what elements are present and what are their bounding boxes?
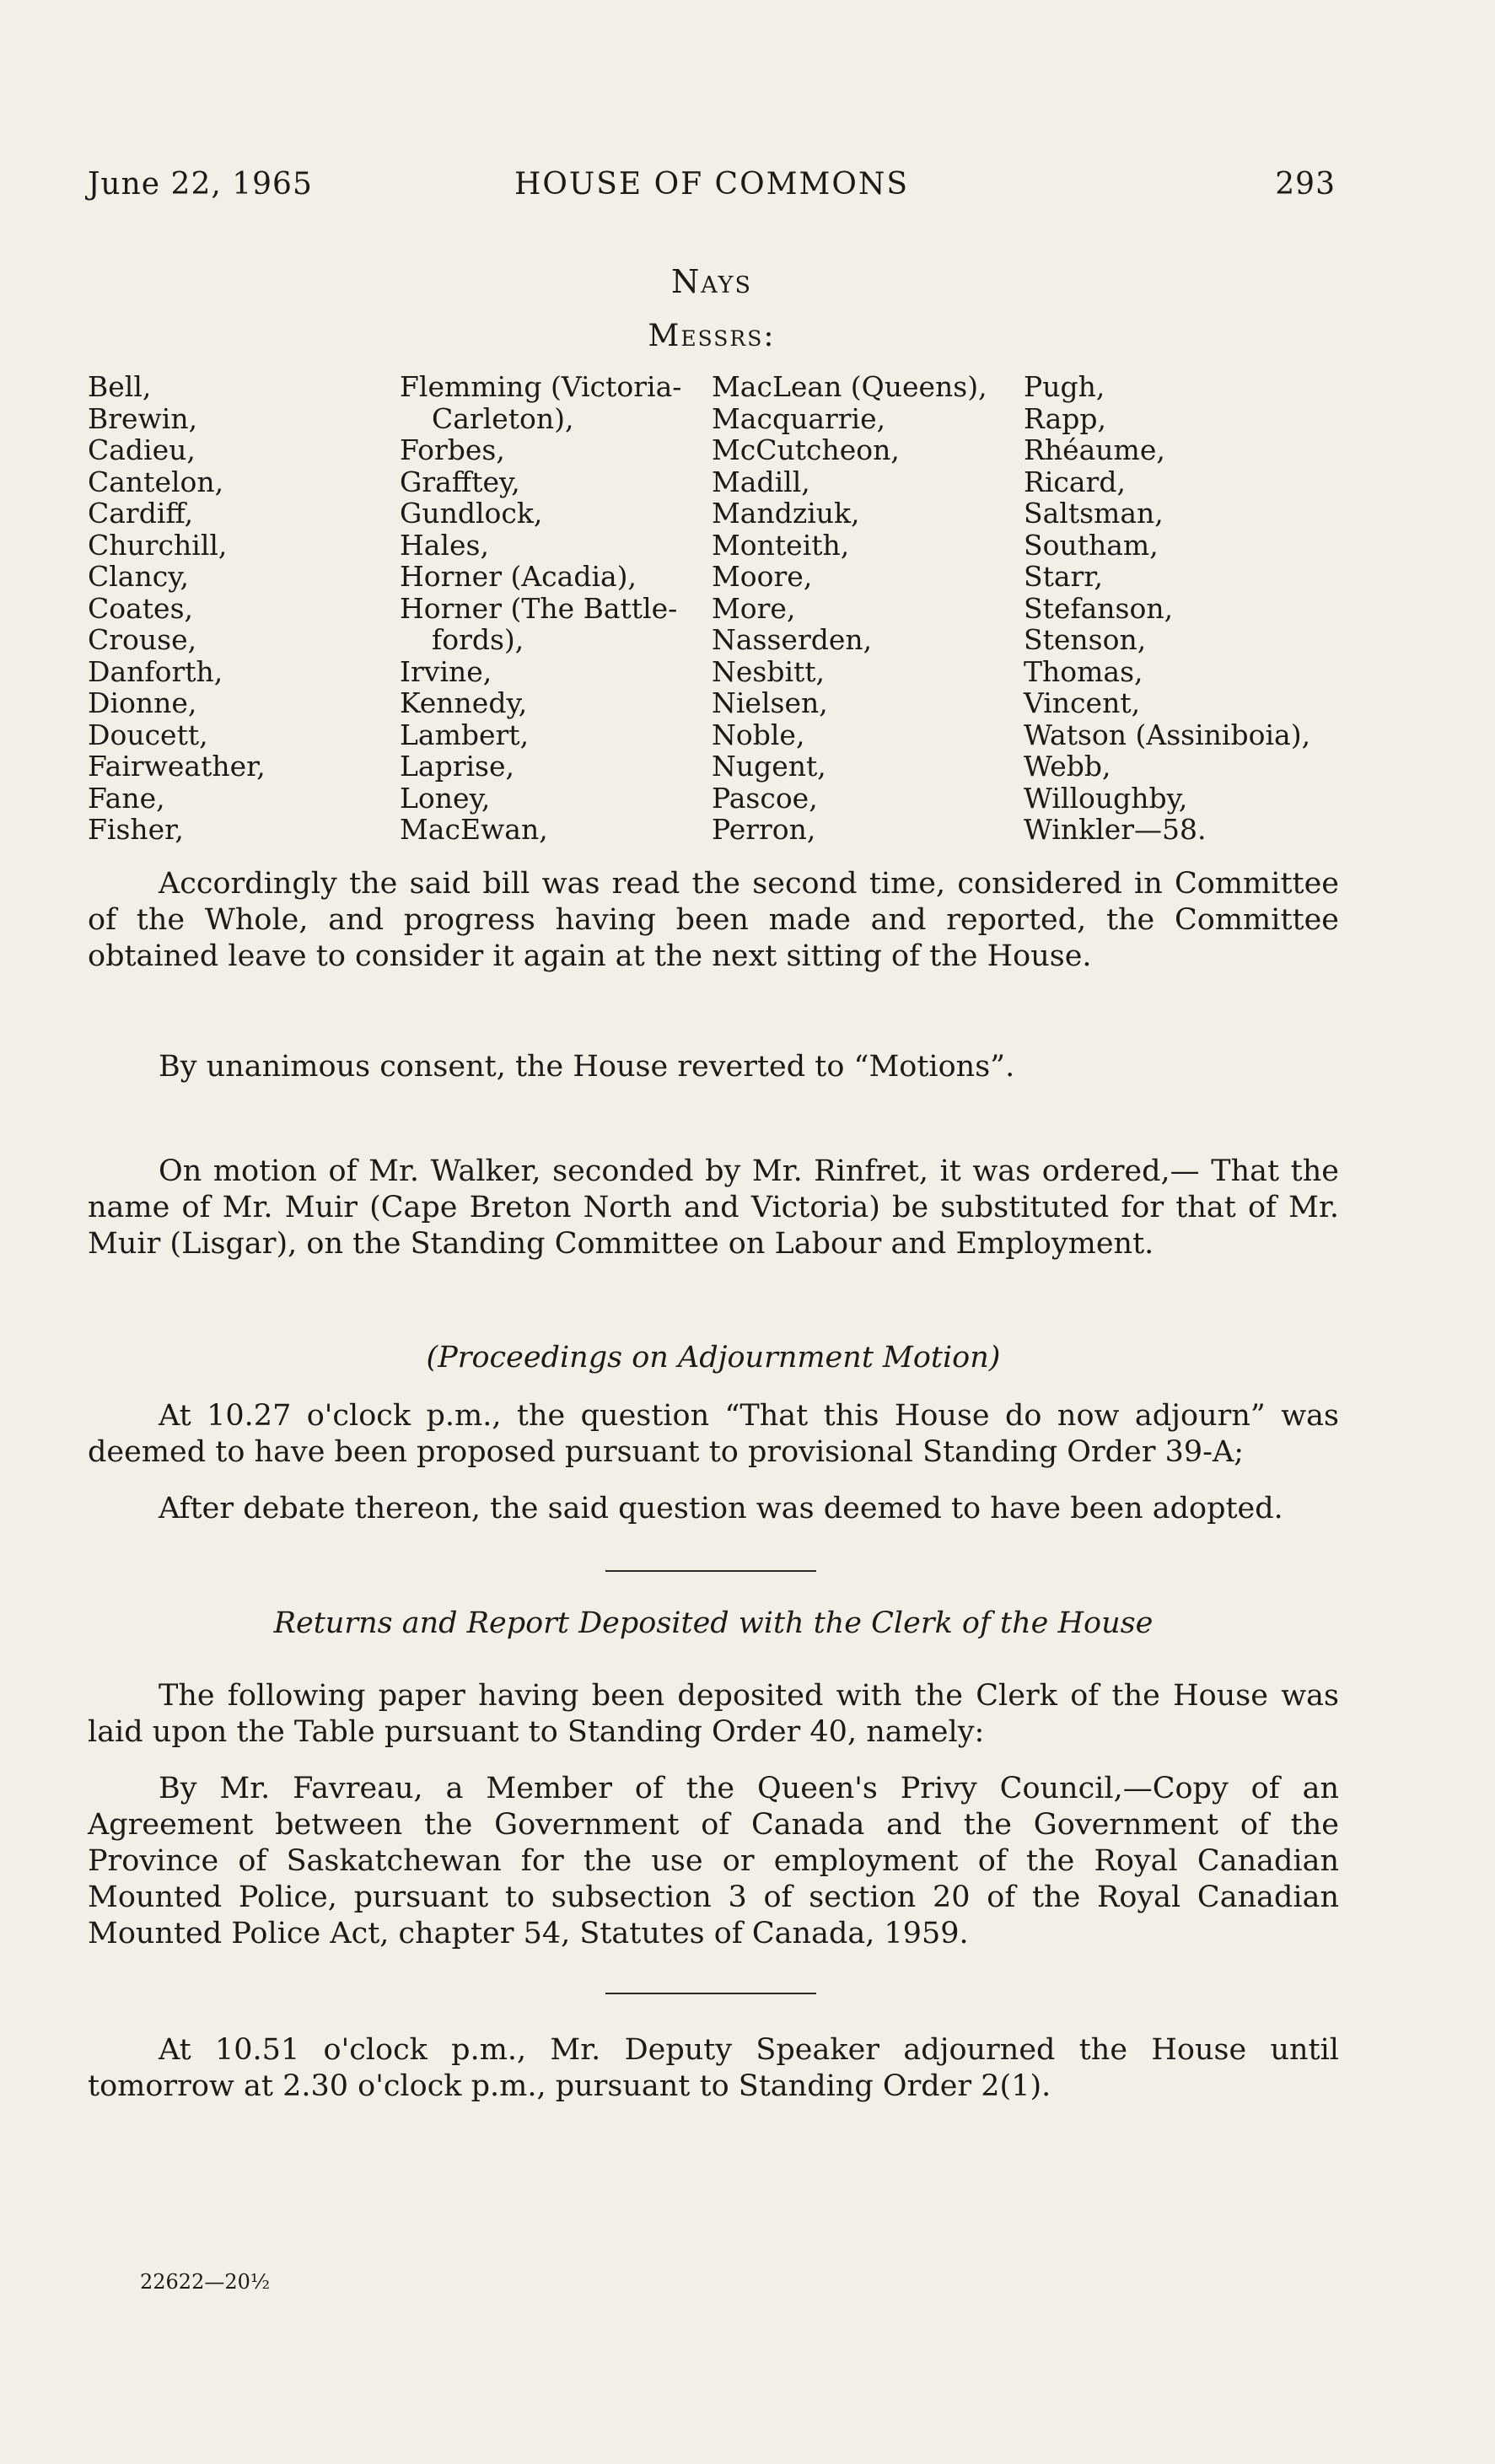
- header-title: HOUSE OF COMMONS: [514, 167, 910, 202]
- member-name: Danforth,: [88, 654, 223, 688]
- header-date: June 22, 1965: [88, 167, 313, 202]
- paragraph-text: At 10.51 o'clock p.m., Mr. Deputy Speaker adjourned the House until tomorrow at 2.30 o'clock p.m., pursuant to Standing Order 2(1).: [88, 2033, 1339, 2103]
- member-name: Stefanson,: [1024, 591, 1174, 625]
- page-number: 293: [1275, 167, 1336, 202]
- member-name: Fane,: [88, 781, 165, 815]
- section-divider: [605, 1570, 816, 1572]
- member-name: Fairweather,: [88, 750, 266, 783]
- member-name: Coates,: [88, 591, 194, 625]
- paragraph-adjournment-question: [88, 1398, 1339, 1471]
- member-name: Rhéaume,: [1024, 433, 1165, 466]
- paragraph-house-adjourned: [88, 2032, 1339, 2105]
- member-name: Cadieu,: [88, 433, 196, 466]
- member-name: Nasserden,: [712, 623, 873, 656]
- running-head: [88, 167, 1336, 209]
- member-name: Crouse,: [88, 623, 197, 656]
- returns-heading: Returns and Report Deposited with the Clerk of the House: [273, 1606, 1154, 1640]
- member-name: Laprise,: [400, 750, 514, 783]
- paragraph-unanimous-consent: [88, 1049, 1339, 1085]
- member-name: Cantelon,: [88, 465, 224, 498]
- paragraph-text: At 10.27 o'clock p.m., the question “That this House do now adjourn” was deemed to have been proposed pursuant to provisional Standing Order 39-A;: [88, 1399, 1339, 1469]
- member-name: Perron,: [712, 813, 816, 846]
- member-name: Winkler—58.: [1024, 813, 1207, 846]
- paragraph-text: On motion of Mr. Walker, seconded by Mr. Rinfret, it was ordered,— That the name of Mr. Muir (Cape Breton North and Victoria) be substituted for that of Mr. Muir (Lisgar), on the Standing Committee on Labour and Employment.: [88, 1154, 1339, 1261]
- member-name: Forbes,: [400, 433, 505, 466]
- member-name: Gundlock,: [400, 497, 543, 530]
- member-name: More,: [712, 591, 796, 625]
- names-column-3: [712, 371, 987, 846]
- member-name: Cardiff,: [88, 497, 194, 530]
- member-name: MacEwan,: [400, 813, 548, 846]
- paragraph-motion: [88, 1154, 1339, 1262]
- member-name: Kennedy,: [400, 686, 528, 719]
- member-name: Macquarrie,: [712, 401, 886, 435]
- member-name: Mandziuk,: [712, 497, 860, 530]
- member-name: Saltsman,: [1024, 497, 1164, 530]
- member-name: Clancy,: [88, 560, 189, 593]
- member-name: Hales,: [400, 528, 489, 562]
- member-name: Loney,: [400, 781, 491, 815]
- member-name: Fisher,: [88, 813, 184, 846]
- member-name: Pascoe,: [712, 781, 818, 815]
- member-name: Horner (The Battle-: [400, 591, 678, 625]
- nays-heading: Nays: [671, 263, 752, 300]
- paragraph-after-debate: [88, 1491, 1339, 1527]
- messrs-subheading: Messrs:: [648, 319, 776, 353]
- member-name: Churchill,: [88, 528, 228, 562]
- member-name: Southam,: [1024, 528, 1159, 562]
- member-name: Webb,: [1024, 750, 1111, 783]
- member-name: Vincent,: [1024, 686, 1141, 719]
- member-name: MacLean (Queens),: [712, 370, 987, 403]
- print-code: 22622—20½: [140, 2270, 271, 2294]
- member-name-continuation: fords),: [432, 623, 524, 656]
- paragraph-text: After debate thereon, the said question was deemed to have been adopted.: [159, 1492, 1283, 1525]
- paragraph-text: Accordingly the said bill was read the second time, considered in Committee of the Whole, and progress having been made and reported, the Committee obtained leave to consider it again at the next sitting of the House.: [88, 867, 1339, 973]
- member-name: Nielsen,: [712, 686, 828, 719]
- paragraph-favreau-agreement: [88, 1771, 1339, 1952]
- member-name: Watson (Assiniboia),: [1024, 718, 1311, 751]
- member-name: Lambert,: [400, 718, 530, 751]
- member-name: Bell,: [88, 370, 152, 403]
- member-name: Pugh,: [1024, 370, 1105, 403]
- names-column-4: [1024, 371, 1310, 846]
- member-name: Thomas,: [1024, 654, 1143, 688]
- names-column-1: [88, 371, 266, 846]
- member-name: Nesbitt,: [712, 654, 825, 688]
- paragraph-text: By Mr. Favreau, a Member of the Queen's Privy Council,—Copy of an Agreement between the Government of Canada and the Government of the Province of Saskatchewan for the use or employment of the Royal Canadian Mounted Police, pursuant to subsection 3 of section 20 of the Royal Canadian Mounted Police Act, chapter 54, Statutes of Canada, 1959.: [88, 1772, 1339, 1950]
- section-divider: [605, 1993, 816, 1994]
- member-name: Ricard,: [1024, 465, 1126, 498]
- member-name: Nugent,: [712, 750, 826, 783]
- paragraph-following-paper: [88, 1678, 1339, 1751]
- member-name: Rapp,: [1024, 401, 1107, 435]
- paragraph-accordingly: [88, 866, 1339, 975]
- member-name: Horner (Acadia),: [400, 560, 637, 593]
- member-name: McCutcheon,: [712, 433, 900, 466]
- paragraph-text: The following paper having been deposited with the Clerk of the House was laid upon the Table pursuant to Standing Order 40, namely:: [88, 1679, 1339, 1749]
- member-name: Moore,: [712, 560, 813, 593]
- member-name: Noble,: [712, 718, 805, 751]
- member-name: Dionne,: [88, 686, 197, 719]
- member-name-continuation: Carleton),: [432, 401, 574, 435]
- member-name: Stenson,: [1024, 623, 1147, 656]
- member-name: Madill,: [712, 465, 810, 498]
- member-name: Irvine,: [400, 654, 492, 688]
- member-name: Flemming (Victoria-: [400, 370, 682, 403]
- proceedings-heading: (Proceedings on Adjournment Motion): [426, 1341, 1001, 1375]
- member-name: Monteith,: [712, 528, 850, 562]
- member-name: Willoughby,: [1024, 781, 1188, 815]
- member-name: Grafftey,: [400, 465, 520, 498]
- names-column-2: [400, 371, 681, 846]
- member-name: Doucett,: [88, 718, 208, 751]
- member-name: Brewin,: [88, 401, 198, 435]
- member-name: Starr,: [1024, 560, 1103, 593]
- paragraph-text: By unanimous consent, the House reverted to “Motions”.: [159, 1050, 1015, 1084]
